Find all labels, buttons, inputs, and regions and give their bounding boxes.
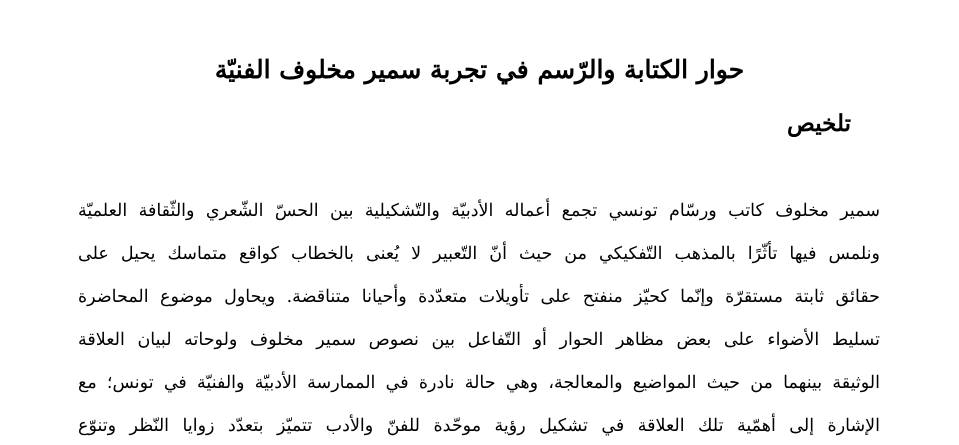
abstract-line: ونلمس فيها تأثّرًا بالمذهب التّفكيكي من حيث أنّ التّعبير لا يُعنى بالخطاب كواقع متماسك يحيل على <box>78 244 880 264</box>
abstract-line: الوثيقة بينهما من حيث المواضيع والمعالجة، وهي حالة نادرة في الممارسة الأدبيّة والفنيّة في تونس؛ مع <box>78 373 880 393</box>
abstract-line: سمير مخلوف كاتب ورسّام تونسي تجمع أعماله الأدبيّة والتّشكيلية بين الحسّ الشّعري والثّقافة العلميّة <box>78 201 880 221</box>
abstract-body <box>78 190 880 445</box>
document-title: حوار الكتابة والرّسم في تجربة سمير مخلوف الفنيّة <box>214 55 745 84</box>
abstract-line: حقائق ثابتة مستقرّة وإنّما كحيّز منفتح على تأويلات متعدّدة وأحيانا متناقضة. ويحاول موضوع المحاضرة <box>78 287 880 307</box>
abstract-line: الإشارة إلى أهمّية تلك العلاقة في تشكيل رؤية موحّدة للفنّ والأدب تتميّز بتعدّد زوايا النّظر وتنوّع <box>78 416 880 436</box>
abstract-heading: تلخيص <box>787 110 851 137</box>
abstract-line: تسليط الأضواء على بعض مظاهر الحوار أو التّفاعل بين نصوص سمير مخلوف ولوحاته لبيان العلاقة <box>78 330 880 350</box>
